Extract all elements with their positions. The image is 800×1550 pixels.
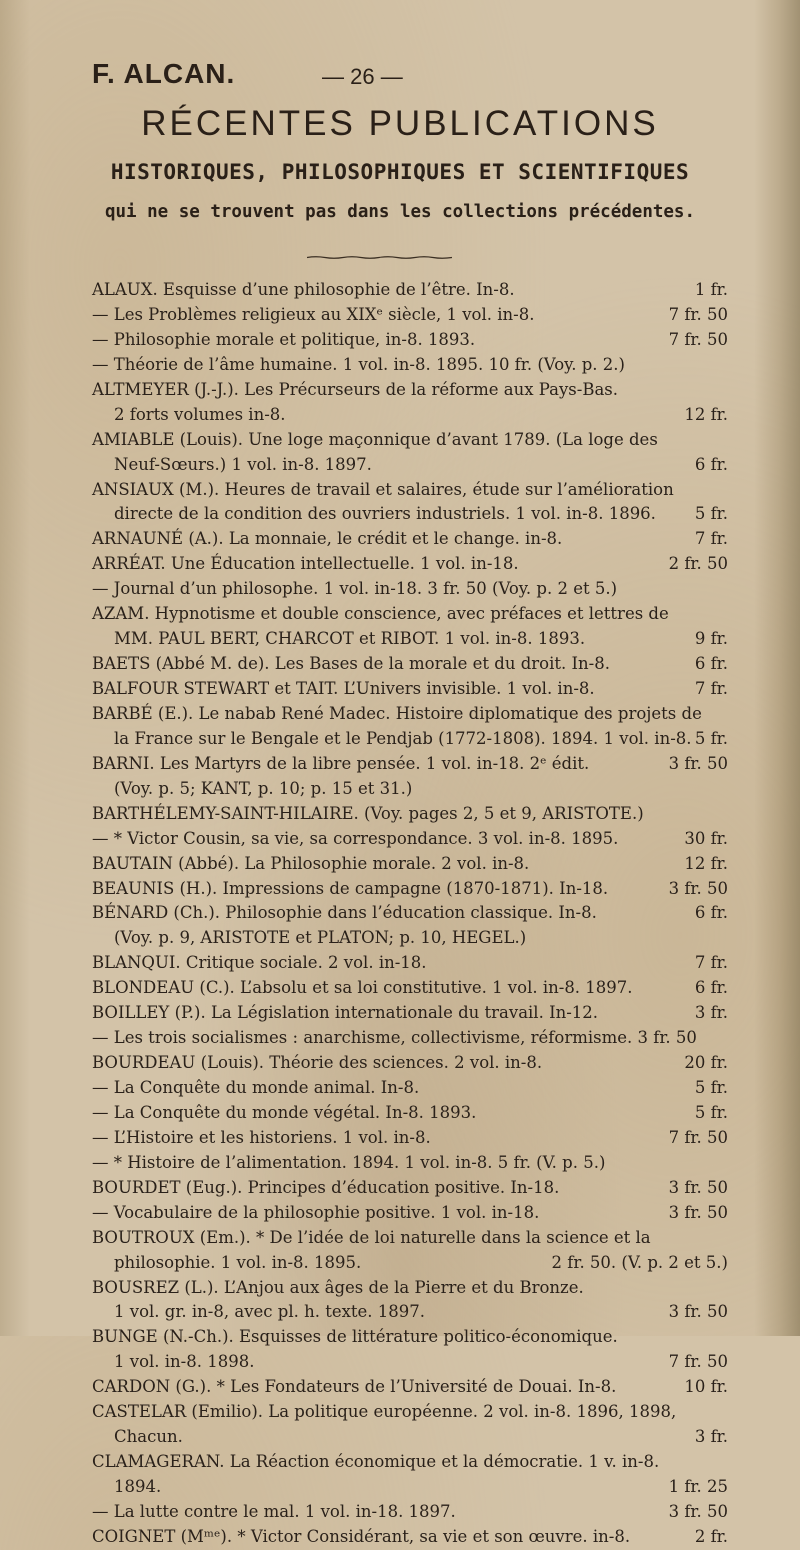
entry-text: COIGNET (Mᵐᵉ). * Victor Considérant, sa vie et son œuvre. in-8. xyxy=(92,1526,631,1546)
entry-text: — La lutte contre le mal. 1 vol. in-18. 1897. xyxy=(92,1501,456,1521)
entry-text: BALFOUR STEWART et TAIT. L’Univers invisible. 1 vol. in-8. xyxy=(92,679,595,698)
entry-text: BOURDEAU (Louis). Théorie des sciences. 2 vol. in-8. xyxy=(92,1053,543,1073)
entry-price: 3 fr. 50 xyxy=(668,1501,728,1521)
entry-text: AMIABLE (Louis). Une loge maçonnique d’avant 1789. (La loge des xyxy=(92,429,658,449)
entry-text: — * Histoire de l’alimentation. 1894. 1 vol. in-8. 5 fr. (V. p. 5.) xyxy=(92,1152,606,1172)
page-left-edge xyxy=(0,0,30,1336)
list-item xyxy=(92,1226,728,1251)
list-item xyxy=(92,802,728,827)
entry-text: AZAM. Hypnotisme et double conscience, avec préfaces et lettres de xyxy=(92,604,669,624)
entry-text: 1 vol. gr. in-8, avec pl. h. texte. 1897. xyxy=(114,1302,426,1322)
entry-text: BARTHÉLEMY-SAINT-HILAIRE. (Voy. pages 2, 5 et 9, ARISTOTE.) xyxy=(92,803,644,823)
list-item xyxy=(92,453,728,478)
entry-text: BLANQUI. Critique sociale. 2 vol. in-18. xyxy=(92,953,427,973)
entry-price: 3 fr. 50 xyxy=(668,753,728,773)
list-item xyxy=(92,652,728,677)
list-item xyxy=(92,1026,728,1051)
entry-price: 7 fr. 50 xyxy=(668,1127,728,1147)
entry-text: ALTMEYER (J.-J.). Les Précurseurs de la réforme aux Pays-Bas. xyxy=(92,379,618,399)
list-item xyxy=(92,677,728,702)
list-item xyxy=(92,1375,728,1400)
list-item xyxy=(92,278,728,303)
publication-list xyxy=(92,278,728,1550)
list-item xyxy=(92,926,728,951)
entry-text: la France sur le Bengale et le Pendjab (1772-1808). 1894. 1 vol. in-8. xyxy=(114,728,692,748)
page-subtitle: HISTORIQUES, PHILOSOPHIQUES ET SCIENTIFIQUES xyxy=(110,160,690,184)
entry-price: 12 fr. xyxy=(684,853,728,873)
entry-price: 7 fr. xyxy=(694,953,728,973)
entry-price: 5 fr. xyxy=(694,1078,728,1097)
page-right-edge xyxy=(754,0,800,1336)
entry-text: (Voy. p. 9, ARISTOTE et PLATON; p. 10, HEGEL.) xyxy=(114,928,527,948)
list-item xyxy=(92,1151,728,1176)
list-item xyxy=(92,1051,728,1076)
list-item xyxy=(92,552,728,577)
entry-price: 3 fr. xyxy=(694,1427,728,1447)
entry-price: 3 fr. xyxy=(694,1003,728,1023)
entry-price: 3 fr. 50 xyxy=(668,878,728,898)
entry-price: 7 fr. 50 xyxy=(668,304,728,324)
entry-text: ARNAUNÉ (A.). La monnaie, le crédit et le change. in-8. xyxy=(92,529,563,549)
entry-text: — Philosophie morale et politique, in-8. 1893. xyxy=(92,329,476,349)
entry-price: 1 fr. 25 xyxy=(668,1477,728,1496)
entry-price: 9 fr. xyxy=(694,629,728,649)
entry-price: 2 fr. xyxy=(694,1526,728,1546)
entry-text: ALAUX. Esquisse d’une philosophie de l’être. In-8. xyxy=(92,280,515,299)
list-item xyxy=(92,303,728,328)
publisher-name: F. ALCAN. xyxy=(92,58,236,89)
list-item xyxy=(92,1001,728,1026)
entry-price: 30 fr. xyxy=(684,828,728,848)
list-item xyxy=(92,602,728,627)
list-item xyxy=(92,1500,728,1525)
list-item xyxy=(92,1251,728,1276)
list-item xyxy=(92,777,728,802)
entry-text: BOUSREZ (L.). L’Anjou aux âges de la Pierre et du Bronze. xyxy=(92,1277,584,1297)
list-item xyxy=(92,1101,728,1126)
entry-text: ARRÉAT. Une Éducation intellectuelle. 1 vol. in-18. xyxy=(92,554,519,574)
entry-price: 3 fr. 50 xyxy=(668,1302,728,1322)
entry-price: 6 fr. xyxy=(694,654,728,674)
entry-price: 3 fr. 50 xyxy=(668,1177,728,1197)
list-item xyxy=(92,353,728,378)
list-item xyxy=(92,1450,728,1475)
entry-text: BAUTAIN (Abbé). La Philosophie morale. 2 vol. in-8. xyxy=(92,853,530,873)
entry-price: 2 fr. 50 xyxy=(668,554,728,574)
page-title: RÉCENTES PUBLICATIONS xyxy=(141,104,659,143)
list-item xyxy=(92,1325,728,1350)
entry-price: 6 fr. xyxy=(694,454,728,474)
list-item xyxy=(92,1076,728,1101)
entry-text: — La Conquête du monde animal. In-8. xyxy=(92,1078,420,1097)
list-item xyxy=(92,976,728,1001)
entry-text: (Voy. p. 5; KANT, p. 10; p. 15 et 31.) xyxy=(114,778,413,798)
entry-text: 2 forts volumes in-8. xyxy=(114,404,286,424)
list-item xyxy=(92,1525,728,1550)
decorative-rule xyxy=(307,256,452,259)
entry-price: 3 fr. 50 xyxy=(668,1202,728,1222)
list-item xyxy=(92,502,728,527)
entry-text: BOILLEY (P.). La Législation internationale du travail. In-12. xyxy=(92,1003,599,1023)
list-item xyxy=(92,1176,728,1201)
entry-price: 20 fr. xyxy=(684,1053,728,1073)
entry-text: — Les Problèmes religieux au XIXᵉ siècle, 1 vol. in-8. xyxy=(92,304,535,324)
list-item xyxy=(92,727,728,752)
entry-text: CASTELAR (Emilio). La politique européenne. 2 vol. in-8. 1896, 1898, xyxy=(92,1402,677,1422)
list-item xyxy=(92,403,728,428)
entry-text: ANSIAUX (M.). Heures de travail et salaires, étude sur l’amélioration xyxy=(92,479,674,499)
entry-text: BÉNARD (Ch.). Philosophie dans l’éducation classique. In-8. xyxy=(92,903,597,923)
entry-text: BARBÉ (E.). Le nabab René Madec. Histoire diplomatique des projets de xyxy=(92,703,702,723)
entry-price: 10 fr. xyxy=(684,1377,728,1397)
list-item xyxy=(92,877,728,902)
entry-text: BARNI. Les Martyrs de la libre pensée. 1 vol. in-18. 2ᵉ édit. xyxy=(92,753,590,773)
entry-text: directe de la condition des ouvriers industriels. 1 vol. in-8. 1896. xyxy=(114,504,656,524)
entry-text: 1 vol. in-8. 1898. xyxy=(114,1352,255,1372)
list-item xyxy=(92,852,728,877)
entry-price: 2 fr. 50. (V. p. 2 et 5.) xyxy=(551,1252,728,1272)
list-item xyxy=(92,378,728,403)
subtitle-note: qui ne se trouvent pas dans les collections précédentes. xyxy=(104,202,695,222)
list-item xyxy=(92,951,728,976)
list-item xyxy=(92,627,728,652)
entry-price: 7 fr. xyxy=(694,529,728,549)
page-header xyxy=(92,58,732,98)
entry-text: BOURDET (Eug.). Principes d’éducation positive. In-18. xyxy=(92,1177,560,1197)
entry-text: — * Victor Cousin, sa vie, sa correspondance. 3 vol. in-8. 1895. xyxy=(92,828,619,848)
entry-text: — Théorie de l’âme humaine. 1 vol. in-8. 1895. 10 fr. (Voy. p. 2.) xyxy=(92,354,625,374)
entry-text: — Les trois socialismes : anarchisme, collectivisme, réformisme. 3 fr. 50 xyxy=(92,1028,697,1048)
entry-text: philosophie. 1 vol. in-8. 1895. xyxy=(114,1252,362,1272)
list-item xyxy=(92,1276,728,1301)
list-item xyxy=(92,1201,728,1226)
entry-text: BUNGE (N.-Ch.). Esquisses de littérature politico-économique. xyxy=(92,1327,618,1347)
entry-text: — L’Histoire et les historiens. 1 vol. in-8. xyxy=(92,1127,431,1147)
entry-price: 12 fr. xyxy=(684,404,728,424)
entry-price: 5 fr. xyxy=(694,504,728,524)
list-item xyxy=(92,1300,728,1325)
entry-text: Chacun. xyxy=(114,1427,183,1447)
list-item xyxy=(92,702,728,727)
list-item xyxy=(92,328,728,353)
entry-text: CARDON (G.). * Les Fondateurs de l’Université de Douai. In-8. xyxy=(92,1377,617,1397)
list-item xyxy=(92,901,728,926)
list-item xyxy=(92,1425,728,1450)
entry-price: 6 fr. xyxy=(694,978,728,998)
entry-text: — La Conquête du monde végétal. In-8. 1893. xyxy=(92,1102,477,1122)
entry-text: MM. PAUL BERT, CHARCOT et RIBOT. 1 vol. in-8. 1893. xyxy=(114,629,586,649)
entry-price: 7 fr. 50 xyxy=(668,329,728,349)
entry-price: 1 fr. xyxy=(694,280,728,299)
list-item xyxy=(92,428,728,453)
entry-text: CLAMAGERAN. La Réaction économique et la démocratie. 1 v. in-8. xyxy=(92,1452,660,1472)
list-item xyxy=(92,1475,728,1500)
entry-text: BLONDEAU (C.). L’absolu et sa loi constitutive. 1 vol. in-8. 1897. xyxy=(92,978,633,998)
entry-price: 7 fr. 50 xyxy=(668,1352,728,1372)
entry-text: BAETS (Abbé M. de). Les Bases de la morale et du droit. In-8. xyxy=(92,654,610,674)
entry-text: Neuf-Sœurs.) 1 vol. in-8. 1897. xyxy=(114,454,372,474)
entry-text: 1894. xyxy=(114,1477,162,1496)
entry-price: 7 fr. xyxy=(694,679,728,698)
page-number: — 26 — xyxy=(322,64,403,89)
entry-text: — Journal d’un philosophe. 1 vol. in-18. 3 fr. 50 (Voy. p. 2 et 5.) xyxy=(92,579,618,599)
list-item xyxy=(92,1350,728,1375)
entry-text: BEAUNIS (H.). Impressions de campagne (1870-1871). In-18. xyxy=(92,878,609,898)
entry-price: 5 fr. xyxy=(694,1102,728,1122)
entry-price: 5 fr. xyxy=(694,728,728,748)
list-item xyxy=(92,478,728,503)
list-item xyxy=(92,1126,728,1151)
list-item xyxy=(92,1400,728,1425)
entry-price: 6 fr. xyxy=(694,903,728,923)
entry-text: BOUTROUX (Em.). * De l’idée de loi naturelle dans la science et la xyxy=(92,1227,651,1247)
entry-text: — Vocabulaire de la philosophie positive. 1 vol. in-18. xyxy=(92,1202,540,1222)
list-item xyxy=(92,527,728,552)
list-item xyxy=(92,827,728,852)
list-item xyxy=(92,752,728,777)
list-item xyxy=(92,577,728,602)
